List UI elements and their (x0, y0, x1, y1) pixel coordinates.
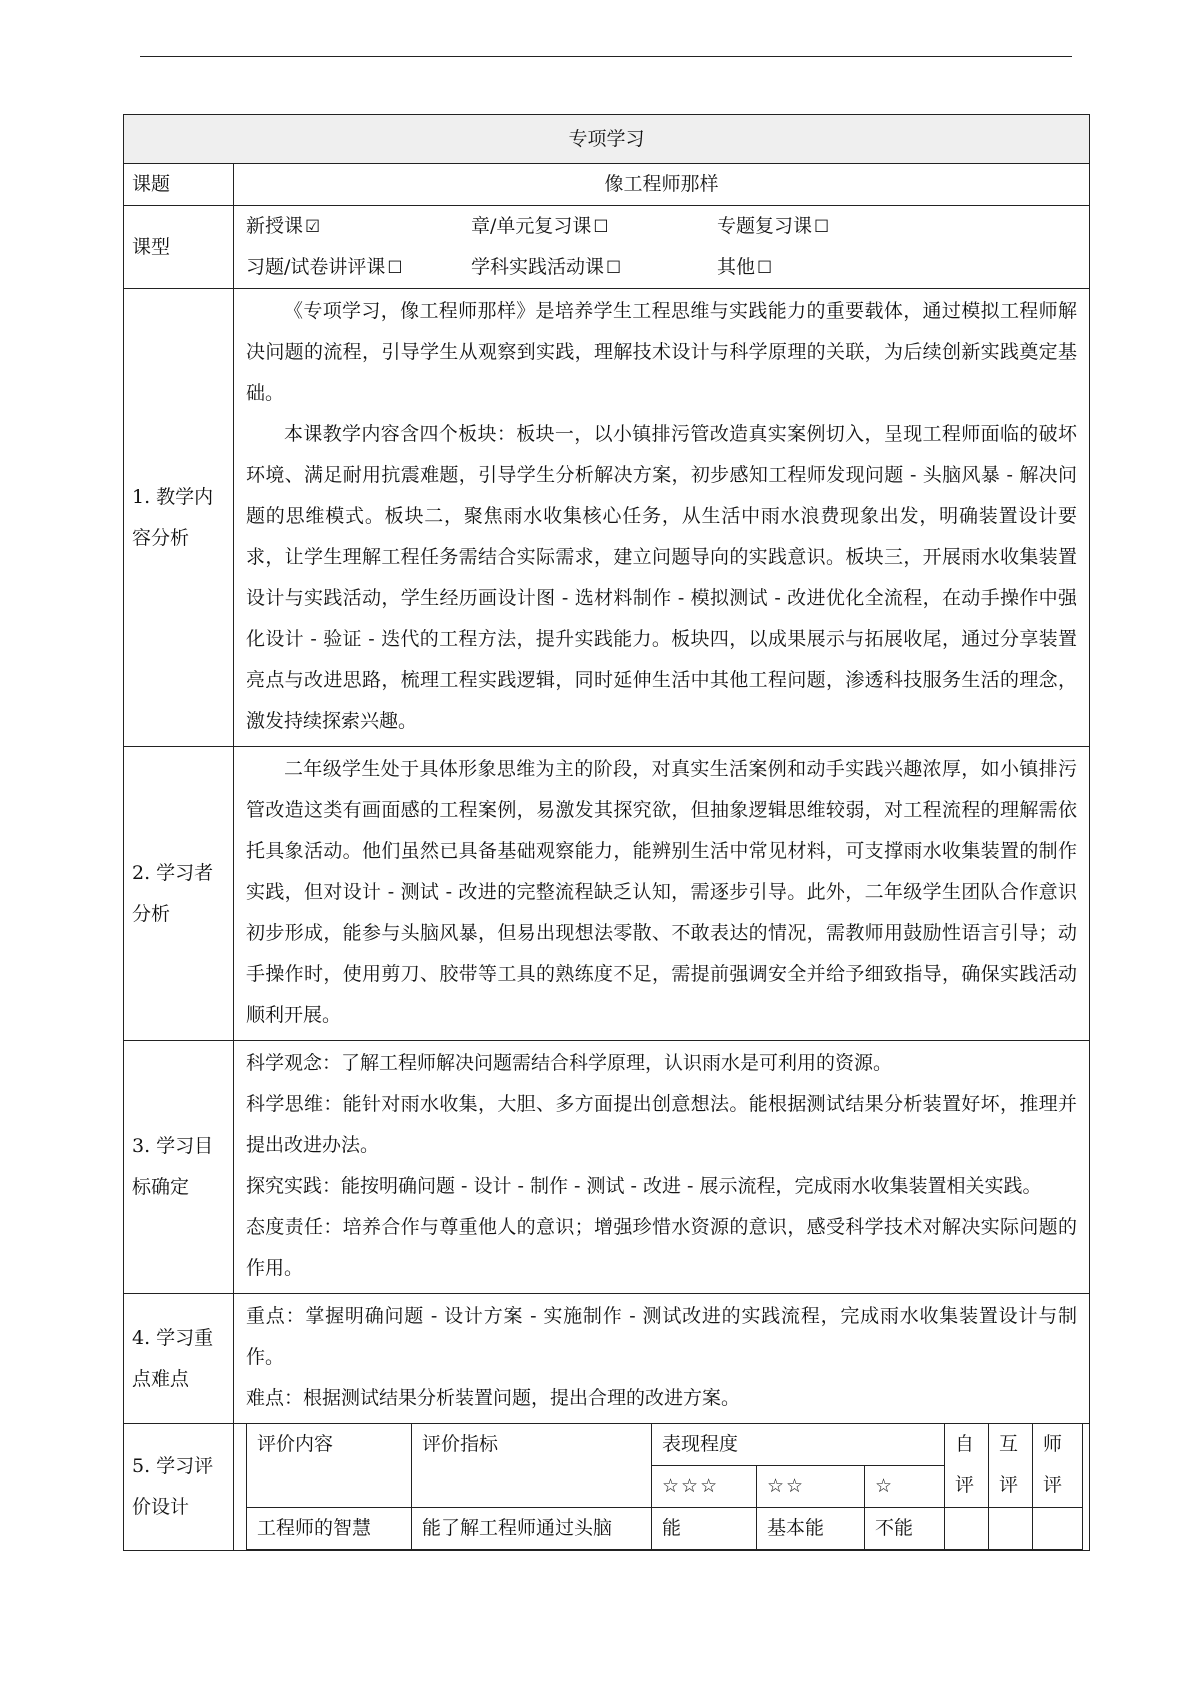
eval-content-cell: 工程师的智慧 (247, 1508, 412, 1550)
key-points-label: 4. 学习重 点难点 (124, 1294, 234, 1424)
checked-box-icon: ☑ (305, 216, 321, 237)
content-analysis-body (234, 289, 1090, 747)
key-points-body (234, 1294, 1090, 1424)
table-row (247, 1508, 1083, 1550)
goal-science-concept: 科学观念：了解工程师解决问题需结合科学原理，认识雨水是可利用的资源。 (246, 1052, 893, 1074)
eval-self-cell (945, 1508, 989, 1550)
lesson-type-row-1 (246, 206, 1077, 247)
header-teacher-eval: 师 评 (1033, 1424, 1083, 1508)
header-rule (140, 56, 1072, 57)
goal-attitude: 态度责任：培养合作与尊重他人的意识；增强珍惜水资源的意识，感受科学技术对解决实际问题的作用。 (246, 1216, 1078, 1279)
content-analysis-paragraph-1: 《专项学习，像工程师那样》是培养学生工程思维与实践能力的重要载体，通过模拟工程师解决问题的流程，引导学生从观察到实践，理解技术设计与科学原理的关联，为后续创新实践奠定基础。 (246, 300, 1078, 404)
learner-analysis-body (234, 747, 1090, 1041)
eval-level3-cell: 能 (652, 1508, 757, 1550)
header-self-eval: 自 评 (945, 1424, 989, 1508)
checkbox-icon: ☐ (757, 257, 773, 278)
header-three-stars: ☆☆☆ (652, 1466, 757, 1508)
learner-analysis-label: 2. 学习者 分析 (124, 747, 234, 1041)
evaluation-label: 5. 学习评 价设计 (124, 1424, 234, 1551)
eval-level1-cell: 不能 (865, 1508, 945, 1550)
header-performance-level: 表现程度 (652, 1424, 945, 1466)
checkbox-icon: ☐ (606, 257, 622, 278)
goals-body (234, 1041, 1090, 1294)
checkbox-icon: ☐ (814, 216, 830, 237)
header-peer-eval: 互 评 (989, 1424, 1033, 1508)
eval-indicator-cell: 能了解工程师通过头脑 (412, 1508, 652, 1550)
header-eval-content: 评价内容 (247, 1424, 412, 1508)
option-new-lesson: 新授课 ☑ (246, 206, 471, 248)
header-two-stars: ☆☆ (757, 1466, 865, 1508)
lesson-type-row-2 (246, 247, 1077, 288)
learner-analysis-paragraph: 二年级学生处于具体形象思维为主的阶段，对真实生活案例和动手实践兴趣浓厚，如小镇排污管改造这类有画面感的工程案例，易激发其探究欲，但抽象逻辑思维较弱，对工程流程的理解需依托具象活动。他们虽然已具备基础观察能力，能辨别生活中常见材料，可支撑雨水收集装置的制作实践，但对设计 - 测试 - 改进的完整流程缺乏认知，需逐步引导。此外，二年级学生团队合作意识初步形成，能参与头脑风暴，但易出现想法零散、不敢表达的情况，需教师用鼓励性语言引导；动手操作时，使用剪刀、胶带等工具的熟练度不足，需提前强调安全并给予细致指导，确保实践活动顺利开展。 (246, 758, 1078, 1026)
content-analysis-label: 1. 教学内 容分析 (124, 289, 234, 747)
eval-teacher-cell (1033, 1508, 1083, 1550)
difficult-point: 难点：根据测试结果分析装置问题，提出合理的改进方案。 (246, 1387, 741, 1409)
evaluation-body (234, 1424, 1090, 1551)
option-topic-review: 专题复习课 ☐ (717, 206, 829, 248)
table-title: 专项学习 (124, 115, 1090, 164)
option-unit-review: 章/单元复习课 ☐ (471, 206, 717, 248)
lesson-plan-table (123, 114, 1090, 1551)
lesson-type-options (234, 206, 1090, 289)
goals-label: 3. 学习目 标确定 (124, 1041, 234, 1294)
checkbox-icon: ☐ (387, 257, 403, 278)
checkbox-icon: ☐ (593, 216, 609, 237)
header-eval-indicator: 评价指标 (412, 1424, 652, 1508)
goal-science-thinking: 科学思维：能针对雨水收集，大胆、多方面提出创意想法。能根据测试结果分析装置好坏，推理并提出改进办法。 (246, 1093, 1078, 1156)
content-analysis-paragraph-2: 本课教学内容含四个板块：板块一，以小镇排污管改造真实案例切入，呈现工程师面临的破坏环境、满足耐用抗震难题，引导学生分析解决方案，初步感知工程师发现问题 - 头脑风暴 - 解决问题的思维模式。板块二，聚焦雨水收集核心任务，从生活中雨水浪费现象出发，明确装置设计要求，让学生理解工程任务需结合实际需求，建立问题导向的实践意识。板块三，开展雨水收集装置设计与实践活动，学生经历画设计图 - 选材料制作 - 模拟测试 - 改进优化全流程，在动手操作中强化设计 - 验证 - 迭代的工程方法，提升实践能力。板块四，以成果展示与拓展收尾，通过分享装置亮点与改进思路，梳理工程实践逻辑，同时延伸生活中其他工程问题，渗透科技服务生活的理念，激发持续探索兴趣。 (246, 423, 1078, 732)
option-other: 其他 ☐ (717, 247, 772, 289)
course-label: 课题 (124, 164, 234, 206)
course-value: 像工程师那样 (234, 164, 1090, 206)
eval-peer-cell (989, 1508, 1033, 1550)
eval-level2-cell: 基本能 (757, 1508, 865, 1550)
option-practice-activity: 学科实践活动课 ☐ (471, 247, 717, 289)
key-point: 重点：掌握明确问题 - 设计方案 - 实施制作 - 测试改进的实践流程，完成雨水收集装置设计与制作。 (246, 1305, 1078, 1368)
lesson-type-label: 课型 (124, 206, 234, 289)
option-exercise-review: 习题/试卷讲评课 ☐ (246, 247, 471, 289)
evaluation-table (246, 1424, 1083, 1550)
header-one-star: ☆ (865, 1466, 945, 1508)
goal-inquiry-practice: 探究实践：能按明确问题 - 设计 - 制作 - 测试 - 改进 - 展示流程，完成雨水收集装置相关实践。 (246, 1175, 1042, 1197)
